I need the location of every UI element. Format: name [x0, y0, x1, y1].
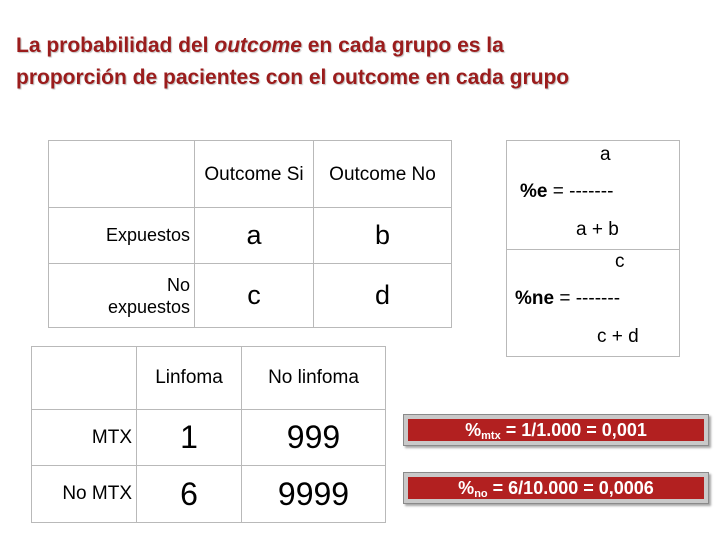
formula-ne-numerator: c	[615, 251, 625, 272]
formula-ne-denominator: c + d	[597, 326, 639, 347]
result-mtx-text: $\%_{mtx} = 1/1.000 = 0,001$	[408, 419, 704, 441]
table-header-empty	[32, 347, 137, 410]
header-no-linfoma: No linfoma	[242, 347, 386, 410]
formula-e-numerator: a	[600, 144, 611, 165]
formula-e-line: %e = -------	[520, 181, 614, 202]
table-row	[49, 208, 452, 264]
table-row	[32, 347, 386, 410]
lymphoma-table	[31, 346, 386, 523]
row-label-mtx: MTX	[32, 410, 137, 466]
cell-d: d	[314, 264, 452, 328]
title-line1-prefix: La probabilidad del	[16, 34, 209, 57]
slide-title	[16, 30, 716, 94]
cell-nomtx-no-linfoma: 9999	[242, 466, 386, 523]
cell-b: b	[314, 208, 452, 264]
row-label-no-mtx: No MTX	[32, 466, 137, 523]
formula-divider	[507, 249, 679, 250]
table-header-empty	[49, 141, 195, 208]
table-row	[32, 410, 386, 466]
outcome-table	[48, 140, 452, 328]
header-linfoma: Linfoma	[137, 347, 242, 410]
cell-c: c	[195, 264, 314, 328]
result-mtx-box	[403, 414, 709, 446]
cell-mtx-no-linfoma: 999	[242, 410, 386, 466]
title-line2: proporción de pacientes con el outcome en cada grupo	[16, 66, 570, 89]
row-label-no-expuestos: No expuestos	[49, 264, 195, 328]
table-row	[49, 141, 452, 208]
formula-ne-line: %ne = -------	[515, 288, 621, 309]
result-no-box	[403, 472, 709, 504]
cell-a: a	[195, 208, 314, 264]
formula-box	[506, 140, 680, 357]
cell-nomtx-linfoma: 6	[137, 466, 242, 523]
row-label-expuestos: Expuestos	[49, 208, 195, 264]
title-line1-suffix: en cada grupo es la	[307, 34, 504, 57]
table-row	[32, 466, 386, 523]
formula-e-denominator: a + b	[576, 219, 619, 240]
cell-mtx-linfoma: 1	[137, 410, 242, 466]
result-no-text: $\%_{no} = 6/10.000 = 0,0006$	[408, 477, 704, 499]
header-outcome-si: Outcome Si	[195, 141, 314, 208]
table-row	[49, 264, 452, 328]
header-outcome-no: Outcome No	[314, 141, 452, 208]
title-line1-italic: outcome	[214, 34, 302, 57]
